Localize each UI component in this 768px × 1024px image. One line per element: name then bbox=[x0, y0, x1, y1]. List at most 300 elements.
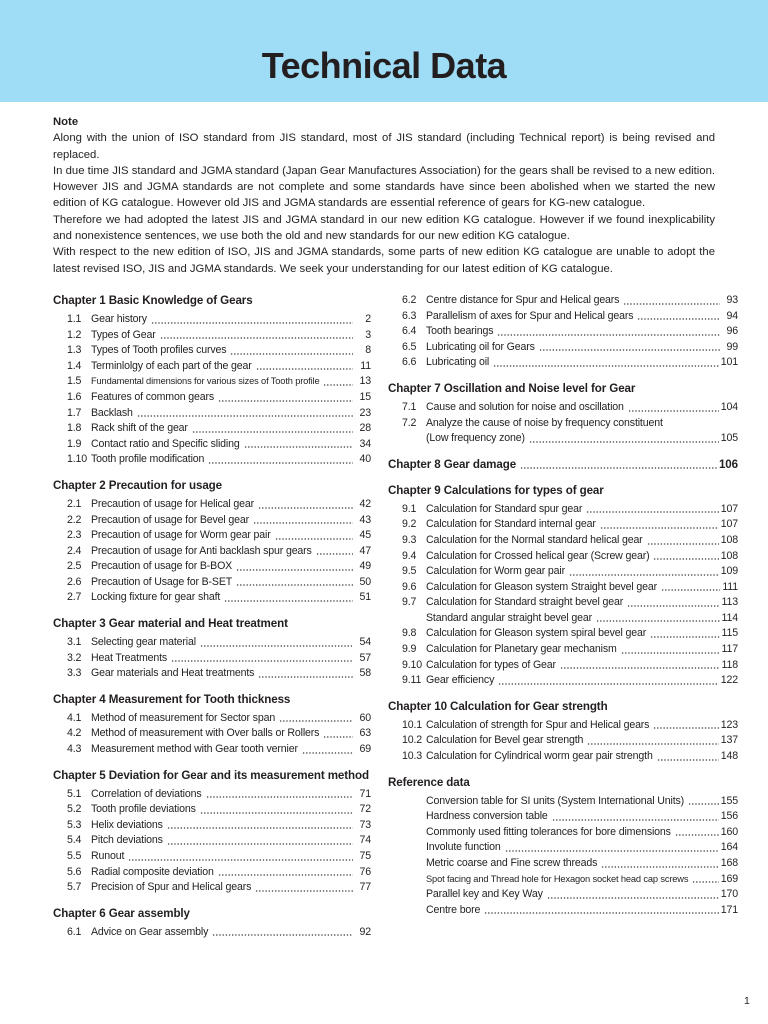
entry-title: Analyze the cause of noise by frequency constituent bbox=[426, 416, 663, 429]
entry-number: 3.1 bbox=[67, 636, 82, 649]
entry-page: 99 bbox=[726, 340, 738, 353]
entry-number: 10.1 bbox=[402, 718, 423, 731]
toc-entry[interactable] bbox=[53, 497, 371, 513]
toc-entry[interactable] bbox=[388, 309, 738, 325]
entry-number: 6.5 bbox=[402, 340, 417, 353]
entry-title: Types of Tooth profiles curves bbox=[91, 344, 227, 357]
toc-entry[interactable] bbox=[53, 575, 371, 591]
dot-leader bbox=[637, 318, 720, 320]
entry-title-continued: (Low frequency zone) bbox=[426, 432, 525, 445]
entry-number: 2.7 bbox=[67, 591, 82, 604]
entry-number: 6.1 bbox=[67, 925, 82, 938]
entry-page: 109 bbox=[720, 565, 738, 578]
entry-number: 2.6 bbox=[67, 575, 82, 588]
entry-page: 169 bbox=[720, 872, 738, 885]
entry-title: Rack shift of the gear bbox=[91, 422, 188, 435]
entry-page: 74 bbox=[359, 834, 371, 847]
entry-title: Calculation for Crossed helical gear (Screw gear) bbox=[426, 549, 650, 562]
entry-page: 60 bbox=[359, 711, 371, 724]
entry-page: 118 bbox=[721, 658, 738, 671]
entry-number: 1.1 bbox=[67, 312, 82, 325]
chapter-title: Reference data bbox=[388, 775, 470, 789]
toc-entry[interactable] bbox=[388, 340, 738, 356]
note-paragraph: In due time JIS standard and JGMA standard (Japan Gear Manufactures Association) for the gears shall be revised to a new edition. However JIS and JGMA standards are not complete and some standards have since been abolished when we started the new edition of KG catalogue. However old JIS and JGMA standards are essential reference of gears for KG-new catalogue. bbox=[53, 164, 715, 210]
dot-leader bbox=[236, 584, 353, 586]
entry-title: Correlation of deviations bbox=[91, 787, 202, 800]
dot-leader bbox=[137, 415, 353, 417]
entry-page: 96 bbox=[726, 325, 738, 338]
toc-entry[interactable] bbox=[388, 673, 738, 689]
dot-leader bbox=[505, 850, 719, 852]
entry-title: Tooth bearings bbox=[426, 325, 494, 338]
toc-entry[interactable] bbox=[53, 421, 371, 437]
entry-page: 123 bbox=[720, 718, 738, 731]
entry-title: Parallel key and Key Way bbox=[426, 888, 543, 901]
dot-leader bbox=[206, 796, 354, 798]
entry-page: 108 bbox=[720, 549, 738, 562]
toc-entry[interactable] bbox=[388, 903, 738, 919]
toc-entry-continued[interactable] bbox=[388, 431, 738, 447]
entry-page: 77 bbox=[359, 881, 371, 894]
entry-page: 50 bbox=[359, 575, 371, 588]
dot-leader bbox=[244, 446, 353, 448]
toc-entry[interactable] bbox=[388, 416, 738, 432]
chapter-title: Chapter 4 Measurement for Tooth thickness bbox=[53, 692, 291, 706]
entry-number: 6.2 bbox=[402, 293, 417, 306]
dot-leader bbox=[255, 890, 353, 892]
entry-title: Calculation for Gleason system spiral bevel gear bbox=[426, 627, 647, 640]
dot-leader bbox=[256, 368, 353, 370]
entry-page: 43 bbox=[359, 513, 371, 526]
toc-entry[interactable] bbox=[388, 595, 738, 611]
dot-leader bbox=[316, 553, 353, 555]
entry-page: 137 bbox=[720, 734, 738, 747]
entry-title: Gear efficiency bbox=[426, 674, 495, 687]
entry-title: Precaution of Usage for B-SET bbox=[91, 575, 233, 588]
dot-leader bbox=[160, 337, 353, 339]
entry-title: Centre distance for Spur and Helical gears bbox=[426, 293, 620, 306]
entry-page: 11 bbox=[360, 359, 371, 372]
dot-leader bbox=[497, 334, 720, 336]
entry-number: 5.2 bbox=[67, 803, 82, 816]
dot-leader bbox=[600, 527, 719, 529]
dot-leader bbox=[212, 934, 353, 936]
dot-leader bbox=[601, 866, 719, 868]
entry-title: Commonly used fitting tolerances for bore dimensions bbox=[426, 825, 671, 838]
toc-entry[interactable] bbox=[388, 642, 738, 658]
entry-title: Spot facing and Thread hole for Hexagon socket head cap screws bbox=[426, 873, 689, 884]
entry-title: Calculation of strength for Spur and Helical gears bbox=[426, 718, 650, 731]
toc-entry[interactable] bbox=[53, 312, 371, 328]
toc-entry[interactable] bbox=[388, 840, 738, 856]
entry-title: Backlash bbox=[91, 406, 133, 419]
entry-page: 104 bbox=[720, 400, 738, 413]
entry-title: Calculation for types of Gear bbox=[426, 658, 556, 671]
chapter-heading[interactable] bbox=[53, 293, 371, 309]
entry-page: 2 bbox=[365, 312, 371, 325]
entry-number: 4.1 bbox=[67, 711, 82, 724]
dot-leader bbox=[560, 667, 720, 669]
toc-entry[interactable] bbox=[53, 359, 371, 375]
entry-number: 9.10 bbox=[402, 658, 423, 671]
dot-leader bbox=[653, 727, 718, 729]
entry-number: 5.3 bbox=[67, 818, 82, 831]
entry-page: 101 bbox=[720, 356, 738, 369]
entry-title: Involute function bbox=[426, 841, 501, 854]
entry-page: 117 bbox=[721, 643, 738, 656]
dot-leader bbox=[547, 897, 719, 899]
table-of-contents bbox=[53, 293, 738, 940]
page-body bbox=[0, 102, 768, 980]
dot-leader bbox=[167, 843, 353, 845]
entry-number: 2.2 bbox=[67, 513, 82, 526]
toc-entry[interactable] bbox=[388, 549, 738, 565]
entry-title: Lubricating oil bbox=[426, 356, 490, 369]
entry-page: 168 bbox=[720, 857, 738, 869]
entry-title: Lubricating oil for Gears bbox=[426, 340, 535, 353]
chapter-heading[interactable] bbox=[53, 478, 371, 494]
entry-number: 9.1 bbox=[402, 502, 417, 515]
dot-leader bbox=[200, 812, 353, 814]
toc-entry[interactable] bbox=[388, 794, 738, 810]
toc-entry[interactable] bbox=[388, 580, 738, 596]
toc-entry[interactable] bbox=[53, 528, 371, 544]
note-heading: Note bbox=[53, 116, 79, 128]
entry-number: 1.2 bbox=[67, 328, 82, 341]
chapter-heading[interactable] bbox=[53, 768, 371, 784]
dot-leader bbox=[623, 303, 720, 305]
toc-entry[interactable] bbox=[53, 406, 371, 422]
dot-leader bbox=[661, 589, 720, 591]
toc-left-column bbox=[53, 293, 371, 940]
dot-leader bbox=[520, 467, 717, 469]
entry-number: 1.6 bbox=[67, 390, 82, 403]
entry-page: 105 bbox=[720, 432, 738, 445]
entry-title: Parallelism of axes for Spur and Helical gears bbox=[426, 309, 634, 322]
entry-number: 6.3 bbox=[402, 309, 417, 322]
entry-page: 71 bbox=[359, 787, 371, 800]
toc-entry[interactable] bbox=[53, 818, 371, 834]
entry-page: 57 bbox=[359, 651, 371, 664]
entry-title: Helix deviations bbox=[91, 818, 163, 831]
entry-page: 8 bbox=[365, 344, 371, 357]
entry-page: 47 bbox=[359, 544, 371, 557]
entry-number: 9.11 bbox=[402, 674, 422, 687]
chapter-heading[interactable] bbox=[388, 699, 738, 715]
entry-title: Centre bore bbox=[426, 903, 481, 916]
dot-leader bbox=[692, 881, 718, 883]
entry-title: Precaution of usage for Worm gear pair bbox=[91, 529, 271, 542]
entry-page: 94 bbox=[726, 309, 738, 322]
toc-entry[interactable] bbox=[388, 825, 738, 841]
dot-leader bbox=[208, 462, 353, 464]
toc-entry[interactable] bbox=[53, 590, 371, 606]
toc-right-column bbox=[388, 293, 738, 940]
entry-number: 3.3 bbox=[67, 667, 82, 680]
entry-page: 49 bbox=[359, 560, 371, 573]
dot-leader bbox=[657, 759, 719, 761]
chapter-heading[interactable] bbox=[53, 692, 371, 708]
entry-title: Measurement method with Gear tooth vernier bbox=[91, 743, 298, 756]
entry-title: Tooth profile deviations bbox=[91, 803, 196, 816]
note-section bbox=[53, 114, 715, 277]
toc-entry[interactable] bbox=[388, 887, 738, 903]
toc-entry[interactable] bbox=[388, 517, 738, 533]
entry-page: 13 bbox=[359, 375, 371, 388]
toc-entry[interactable] bbox=[388, 564, 738, 580]
dot-leader bbox=[253, 522, 353, 524]
entry-number: 1.10 bbox=[67, 453, 88, 466]
dot-leader bbox=[279, 720, 353, 722]
entry-number: 2.4 bbox=[67, 544, 82, 557]
toc-entry[interactable] bbox=[53, 651, 371, 667]
entry-page: 113 bbox=[721, 596, 738, 609]
chapter-title: Chapter 9 Calculations for types of gear bbox=[388, 483, 604, 497]
dot-leader bbox=[628, 410, 719, 412]
toc-entry[interactable] bbox=[53, 711, 371, 727]
entry-number: 9.2 bbox=[402, 518, 417, 531]
entry-page: 148 bbox=[720, 750, 738, 763]
entry-number: 1.8 bbox=[67, 422, 82, 435]
toc-entry[interactable] bbox=[388, 718, 738, 734]
entry-page: 107 bbox=[720, 502, 738, 515]
entry-page: 73 bbox=[359, 818, 371, 831]
chapter-title: Chapter 7 Oscillation and Noise level for Gear bbox=[388, 381, 636, 395]
entry-title: Precaution of usage for Helical gear bbox=[91, 497, 255, 510]
entry-title: Calculation for Standard straight bevel gear bbox=[426, 596, 624, 609]
entry-title: Precaution of usage for Bevel gear bbox=[91, 513, 250, 526]
entry-number: 9.5 bbox=[402, 565, 417, 578]
chapter-heading[interactable] bbox=[388, 457, 738, 473]
entry-page: 111 bbox=[722, 580, 738, 593]
entry-number: 5.7 bbox=[67, 881, 82, 894]
entry-title: Calculation for Worm gear pair bbox=[426, 565, 565, 578]
entry-page: 3 bbox=[365, 328, 371, 341]
note-paragraph: With respect to the new edition of ISO, JIS and JGMA standards, some parts of new edition KG catalogue are unable to adopt the latest revised ISO, JIS and JGMA standards. We seek your understanding for our latest edition of KG catalogue. bbox=[53, 246, 715, 275]
toc-entry[interactable] bbox=[53, 787, 371, 803]
toc-entry[interactable] bbox=[388, 809, 738, 825]
toc-entry[interactable] bbox=[388, 856, 738, 872]
toc-entry[interactable] bbox=[53, 925, 371, 941]
entry-number: 6.4 bbox=[402, 325, 417, 338]
dot-leader bbox=[323, 736, 353, 738]
dot-leader bbox=[569, 574, 719, 576]
toc-entry[interactable] bbox=[388, 658, 738, 674]
entry-page: 34 bbox=[359, 437, 371, 450]
entry-title: Features of common gears bbox=[91, 390, 214, 403]
entry-page: 76 bbox=[359, 865, 371, 878]
entry-number: 10.3 bbox=[402, 750, 423, 763]
entry-number: 10.2 bbox=[402, 734, 423, 747]
entry-page: 108 bbox=[720, 533, 738, 546]
entry-title: Pitch deviations bbox=[91, 834, 163, 847]
entry-page: 28 bbox=[359, 422, 371, 435]
entry-title: Calculation for Cylindrical worm gear pair strength bbox=[426, 750, 653, 763]
dot-leader bbox=[200, 645, 353, 647]
entry-page: 58 bbox=[359, 667, 371, 680]
entry-number: 5.1 bbox=[67, 787, 82, 800]
chapter-heading[interactable] bbox=[388, 483, 738, 499]
entry-page: 155 bbox=[720, 794, 738, 807]
entry-page: 114 bbox=[721, 611, 738, 624]
dot-leader bbox=[218, 874, 353, 876]
entry-number: 9.9 bbox=[402, 643, 417, 656]
entry-title: Method of measurement for Sector span bbox=[91, 711, 276, 724]
toc-entry[interactable] bbox=[53, 544, 371, 560]
entry-title: Metric coarse and Fine screw threads bbox=[426, 857, 598, 869]
entry-title: Calculation for Standard internal gear bbox=[426, 518, 596, 531]
toc-entry[interactable] bbox=[53, 328, 371, 344]
dot-leader bbox=[552, 819, 719, 821]
toc-entry[interactable] bbox=[53, 452, 371, 468]
dot-leader bbox=[275, 538, 353, 540]
toc-entry[interactable] bbox=[388, 533, 738, 549]
dot-leader bbox=[258, 676, 353, 678]
toc-entry[interactable] bbox=[53, 343, 371, 359]
note-paragraph: Along with the union of ISO standard from JIS standard, most of JIS standard (including Technical report) is being revised and replaced. bbox=[53, 132, 715, 161]
entry-number: 4.2 bbox=[67, 727, 82, 740]
entry-page: 63 bbox=[359, 727, 371, 740]
entry-title: Calculation for the Normal standard helical gear bbox=[426, 533, 643, 546]
toc-entry[interactable] bbox=[388, 355, 738, 371]
entry-title: Heat Treatments bbox=[91, 651, 168, 664]
entry-page: 42 bbox=[359, 497, 371, 510]
entry-title: Tooth profile modification bbox=[91, 453, 205, 466]
entry-title: Advice on Gear assembly bbox=[91, 925, 209, 938]
entry-title: Radial composite deviation bbox=[91, 865, 214, 878]
toc-entry[interactable] bbox=[53, 742, 371, 758]
chapter-page: 106 bbox=[718, 457, 738, 471]
toc-entry[interactable] bbox=[53, 666, 371, 682]
entry-number: 2.1 bbox=[67, 497, 82, 510]
chapter-title: Chapter 5 Deviation for Gear and its measurement method bbox=[53, 768, 369, 782]
toc-entry[interactable] bbox=[53, 635, 371, 651]
entry-number: 1.9 bbox=[67, 437, 82, 450]
dot-leader bbox=[650, 636, 719, 638]
chapter-heading[interactable] bbox=[388, 381, 738, 397]
dot-leader bbox=[529, 441, 719, 443]
entry-page: 75 bbox=[359, 850, 371, 862]
entry-title: Calculation for Planetary gear mechanism bbox=[426, 643, 617, 656]
toc-entry[interactable] bbox=[53, 726, 371, 742]
entry-number: 9.8 bbox=[402, 627, 417, 640]
entry-title: Conversion table for SI units (System International Units) bbox=[426, 794, 685, 807]
entry-number: 1.3 bbox=[67, 344, 82, 357]
toc-entry[interactable] bbox=[53, 513, 371, 529]
chapter-title: Chapter 10 Calculation for Gear strength bbox=[388, 699, 608, 713]
toc-entry[interactable] bbox=[53, 849, 371, 865]
toc-entry[interactable] bbox=[53, 374, 371, 390]
entry-title: Gear history bbox=[91, 312, 147, 325]
dot-leader bbox=[675, 834, 719, 836]
dot-leader bbox=[192, 431, 353, 433]
entry-number: 9.4 bbox=[402, 549, 417, 562]
entry-number: 1.7 bbox=[67, 406, 82, 419]
dot-leader bbox=[647, 543, 719, 545]
entry-title: Precision of Spur and Helical gears bbox=[91, 881, 252, 894]
entry-page: 23 bbox=[359, 406, 371, 419]
toc-entry[interactable] bbox=[388, 611, 738, 627]
dot-leader bbox=[688, 803, 719, 805]
dot-leader bbox=[627, 605, 719, 607]
entry-number: 4.3 bbox=[67, 743, 82, 756]
entry-number: 5.5 bbox=[67, 850, 82, 862]
dot-leader bbox=[498, 683, 719, 685]
entry-title: Cause and solution for noise and oscillation bbox=[426, 400, 624, 413]
toc-entry[interactable] bbox=[53, 437, 371, 453]
entry-page: 122 bbox=[720, 674, 738, 687]
entry-page: 93 bbox=[726, 293, 738, 306]
entry-number: 9.3 bbox=[402, 533, 417, 546]
toc-entry[interactable] bbox=[388, 502, 738, 518]
entry-title: Method of measurement with Over balls or Rollers bbox=[91, 727, 320, 740]
toc-entry[interactable] bbox=[53, 880, 371, 896]
chapter-title: Chapter 3 Gear material and Heat treatment bbox=[53, 617, 288, 631]
entry-title: Calculation for Standard spur gear bbox=[426, 502, 583, 515]
page-title: Technical Data bbox=[261, 45, 507, 86]
dot-leader bbox=[167, 827, 353, 829]
entry-title: Calculation for Gleason system Straight bevel gear bbox=[426, 580, 657, 593]
chapter-heading[interactable] bbox=[53, 616, 371, 632]
entry-number: 6.6 bbox=[402, 356, 417, 369]
dot-leader bbox=[587, 743, 718, 745]
toc-entry[interactable] bbox=[388, 324, 738, 340]
toc-entry[interactable] bbox=[53, 865, 371, 881]
page-number: 1 bbox=[744, 995, 750, 1007]
toc-entry[interactable] bbox=[53, 559, 371, 575]
chapter-title: Chapter 1 Basic Knowledge of Gears bbox=[53, 293, 253, 307]
toc-entry[interactable] bbox=[388, 626, 738, 642]
entry-number: 2.5 bbox=[67, 560, 82, 573]
toc-entry[interactable] bbox=[388, 733, 738, 749]
entry-title: Runout bbox=[91, 850, 125, 862]
toc-entry[interactable] bbox=[53, 390, 371, 406]
entry-number: 5.6 bbox=[67, 865, 82, 878]
entry-page: 170 bbox=[720, 888, 738, 901]
entry-number: 1.5 bbox=[67, 375, 82, 388]
toc-entry[interactable] bbox=[53, 833, 371, 849]
chapter-title: Chapter 8 Gear damage bbox=[388, 457, 517, 471]
entry-title: Types of Gear bbox=[91, 328, 156, 341]
entry-title: Precaution of usage for B-BOX bbox=[91, 560, 233, 573]
dot-leader bbox=[323, 384, 353, 386]
toc-entry[interactable] bbox=[388, 872, 738, 888]
dot-leader bbox=[586, 511, 719, 513]
dot-leader bbox=[258, 507, 353, 509]
entry-page: 45 bbox=[359, 529, 371, 542]
entry-title: Hardness conversion table bbox=[426, 810, 548, 823]
entry-number: 3.2 bbox=[67, 651, 82, 664]
toc-entry[interactable] bbox=[388, 293, 738, 309]
dot-leader bbox=[236, 569, 353, 571]
toc-entry[interactable] bbox=[388, 400, 738, 416]
chapter-heading[interactable] bbox=[388, 775, 738, 791]
dot-leader bbox=[224, 600, 353, 602]
chapter-heading[interactable] bbox=[53, 906, 371, 922]
entry-page: 54 bbox=[359, 636, 371, 649]
entry-page: 164 bbox=[720, 841, 738, 854]
chapter-title: Chapter 6 Gear assembly bbox=[53, 906, 190, 920]
dot-leader bbox=[218, 400, 353, 402]
entry-page: 92 bbox=[359, 925, 371, 938]
dot-leader bbox=[302, 752, 353, 754]
entry-page: 40 bbox=[359, 453, 371, 466]
toc-entry[interactable] bbox=[388, 749, 738, 765]
entry-title: Fundamental dimensions for various sizes of Tooth profile bbox=[91, 376, 320, 387]
entry-page: 107 bbox=[720, 518, 738, 531]
entry-page: 171 bbox=[720, 903, 738, 916]
toc-entry[interactable] bbox=[53, 802, 371, 818]
